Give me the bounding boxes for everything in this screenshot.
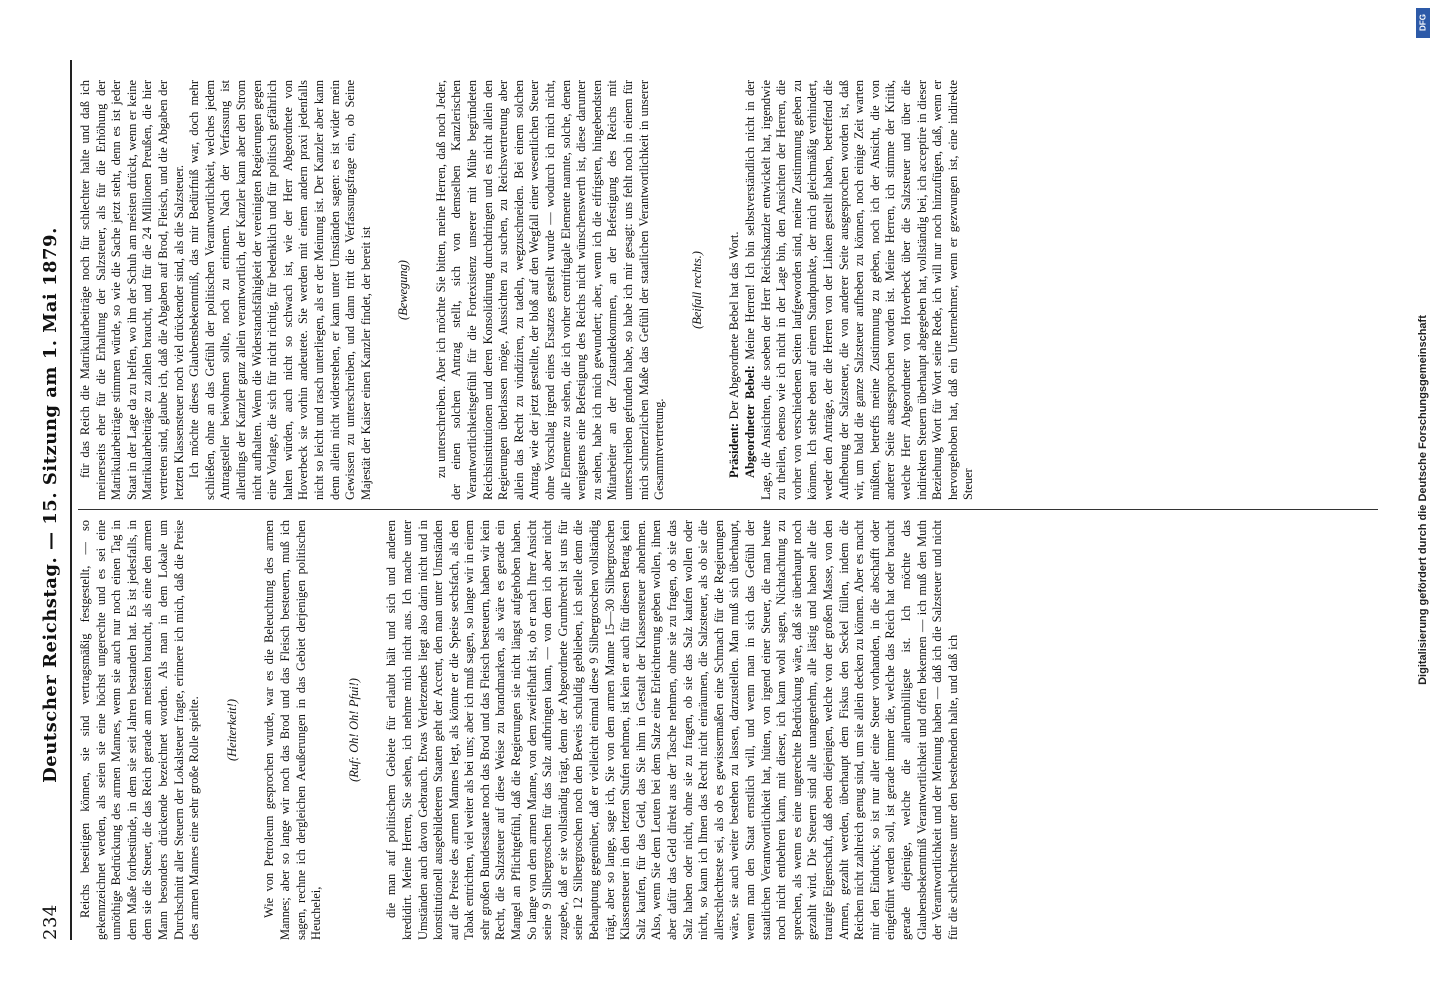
- credit-text: Digitalisierung gefördert durch die Deutsche Forschungsgemeinschaft: [1417, 315, 1429, 685]
- speaker-paragraph: [743, 80, 977, 500]
- paragraph: Wie von Petroleum gesprochen wurde, war es die Beleuchtung des armen Mannes; aber so lange wir noch das Brod und das Fleisch besteuern, muß ich sagen, rechne ich dergleichen Aeußerungen in das Gebiet derjenigen politischen Heuchelei,: [262, 520, 324, 940]
- speaker-label: Präsident:: [727, 422, 742, 478]
- paragraph: Reichs beseitigen können, sie sind vertragsmäßig festgestellt, — so gekennzeichnet werden, als seien sie eine höchst ungerechte und es sei eine unnöthige Bedrückung des armen Mannes, wenn sie auch nur noch einen Tag in dem Maße fortbestünde, in dem sie seit Jahren bestanden hat. Es ist jedesfalls, in dem sie die Steuer, die das Reich gerade am meisten braucht, als eine den armen Mann besonders drückende bezeichnet worden. Als man in dem Lokale um Durchschnitt aller Steuern der Lokalsteuer fragte, erinnere ich mich, daß die Preise des armen Mannes eine sehr große Rolle spielte.: [78, 520, 202, 940]
- page-header: [40, 70, 66, 940]
- paragraph: Ich möchte dieses Glaubensbekenntniß, das mir Bedürfniß war, doch mehr schließen, ohne an das Gefühl der politischen Verantwortlichkeit, welches jedem Antragsteller beiwohnen sollte, noch zu erinnern. Nach der Verfassung ist allerdings der Kanzler ganz allein verantwortlich, der Kanzler kann aber den Strom nicht aufhalten. Wenn die Widerstandsfähigkeit der vereinigten Regierungen gegen eine Vorlage, die sich für nicht richtig, für bedenklich und für politisch gefährlich halten würden, auch nicht so schwach ist, wie der Herr Abgeordnete von Hoverbeck sie vorhin andeutete. Sie werden mit einem andern praxi jedenfalls nicht so leicht und rasch unterliegen, als er der Meinung ist. Der Kanzler aber kann denn allein nicht widerstehen, er kann unter Umständen sagen: es ist wider mein Gewissen zu unterschreiben, und dann tritt die Verfassungsfrage ein, ob Seine Majestät der Kaiser einen Kanzler findet, der bereit ist: [187, 80, 373, 500]
- column-divider: [78, 509, 1378, 510]
- dfg-logo: [1416, 8, 1430, 38]
- paragraph: für das Reich die Matrikularbeiträge noch für schlechter halte und daß ich meinerseits eher für die Erhaltung der Salzsteuer, als für die Erhöhung der Matrikularbeiträge stimmen würde, so wie die Sache jetzt steht, denn es ist jeder Staat in der Lage da zu helfen, wo ihn der Schuh am meisten drückt, wenn er keine Matrikularbeiträge zu zahlen braucht, und für die 24 Millionen Preußen, die hier vertreten sind, glaube ich, daß die Abgaben auf Brod, Fleisch, und die Abgaben der letzten Klassensteuer noch viel drückender sind, als die Salzsteuer.: [78, 80, 186, 500]
- stage-direction: (Beifall rechts.): [689, 251, 704, 329]
- page-title: Deutscher Reichstag. — 15. Sitzung am 1. Mai 1879.: [40, 227, 61, 783]
- speech-text: Meine Herren! Ich bin selbstverständlich nicht in der Lage, die Ansichten, die soeben der Herr Reichskanzler entwickelt hat, irgendwie zu theilen, ebenso wie ich nicht in der Lage bin, den Ansichten der Herren, die vorher von verschiedenen Seiten laufgeworden sind, meine Zustimmung geben zu können. Ich stehe eben auf einem Standpunkte, der mich gleichmäßig verhindert, weder den Anträge, der die Herren von der Linken gestellt haben, betreffend die Aufhebung der Salzsteuer, die von anderer Seite ausgesprochen worden ist, daß wir, um bald die ganze Salzsteuer aufheben zu können, noch einige Zeit warten müßten, betreffs meine Zustimmung zu geben, noch ich der Ansicht, die von anderer Seite ausgesprochen worden ist. Meine Herren, ich stimme der Kritik, welche Herr Abgeordneter von Hoverbeck über die Salzsteuer und über die indirekten Steuern überhaupt abgegeben hat, vollständig bei, ich acceptire in dieser Beziehung Wort für Wort seine Rede, ich will nur noch hinzufügen, daß, wenn er hervorgehoben hat, daß ein Unternehmer, wenn er gezwungen ist, eine indirekte Steuer: [742, 79, 976, 500]
- dfg-logo-text: DFG: [1418, 14, 1428, 31]
- stage-direction: (Heiterkeit!): [224, 699, 239, 761]
- left-column: [78, 520, 1378, 940]
- paragraph: die man auf politischem Gebiete für erlaubt hält und sich und anderen kredidirt. Meine Herren, Sie sehen, ich nehme mich nicht aus. Ich mache unter Umständen auch davon Gebrauch. Etwas Verletzendes liegt also darin nicht und in konstitutionell ausgebildeteren Staaten geht der Accent, den man unter Umständen auf die Preise des armen Mannes legt, als könnte er die Speise sechsfach, als den Tabak entrichten, viel weiter als bei uns; aber ich muß sagen, so lange wir in einem sehr großen Bundesstaate noch das Brod und das Fleisch besteuern, haben wir kein Recht, die Salzsteuer auf diese Weise zu brandmarken, als wäre es gerade ein Mangel an Pflichtgefühl, daß die Regierungen sie nicht längst aufgehoben haben. So lange von dem armen Manne, von dem zweifelhaft ist, ob er nach Ihrer Ansicht seine 9 Silbergroschen für das Salz aufbringen kann, — von dem ich aber nicht zugebe, daß er sie vollständig trägt, denn der Abgeordnete Grumbrecht ist uns für seine 12 Silbergroschen noch den Beweis schuldig geblieben, ich stelle denn die Behauptung gegenüber, daß er vielleicht einmal diese 9 Silbergroschen vollständig trägt, aber so lange, sage ich, Sie von dem armen Manne 15—30 Silbergroschen Klassensteuer in den letzten Stufen nehmen, ist kein er auch für diesen Betrag kein Salz kaufen, für das Geld, das Sie ihm in Gestalt der Klassensteuer abnehmen. Also, wenn Sie dem Leuten bei dem Salze eine Erleichterung geben wollen, ihnen aber dafür das Geld direkt aus der Tasche nehmen, ohne sie zu fragen, ob sie das Salz haben oder nicht, ohne sie zu fragen, ob sie das Salz kaufen wollen oder nicht, so kann ich Ihnen das Recht nicht einräumen, die Salzsteuer, als ob sie die allerschlechteste sei, als ob es gewissermaßen eine Schmach für die Regierungen wäre, sie auch weiter bestehen zu lassen, darzustellen. Man muß sich überhaupt, wenn man den Staat ernstlich will, und wenn man in sich das Gefühl der staatlichen Verantwortlichkeit hat, hüten, von irgend einer Steuer, die man heute noch nicht entbehren kann, mit dieser, ich kann wohl sagen, Nichtachtung zu sprechen, als wenn es eine ungerechte Bedrückung wäre, daß sie überhaupt noch gezahlt wird. Die Steuern sind alle unangenehm, alle lästig und haben alle die traurige Eigenschaft, daß eben diejenigen, welche von der großen Masse, von den Armen, gezahlt werden, überhaupt dem Fiskus den Seckel füllen, indem die Reichen nicht zahlreich genug sind, um sie allein decken zu können. Aber es macht mir den Eindruck; so ist nur aller eine Steuer vorhanden, in die abschafft oder eingeführt werden soll, ist gerade immer die, welche das Reich hat oder braucht gerade diejenige, welche die allerunbilligste ist. Ich möchte das Glaubensbekenntniß Verantwortlichkeit und offen bekennen — ich muß den Muth der Verantwortlichkeit und der Meinung haben — daß ich die Salzsteuer und nicht für die schlechteste unter den bestehenden halte, und daß ich: [384, 520, 960, 940]
- stage-direction: (Ruf: Oh! Oh! Pfui!): [346, 678, 361, 782]
- right-column: [78, 80, 1378, 500]
- digitization-credit: [1414, 10, 1432, 990]
- speaker-paragraph: [727, 80, 743, 500]
- page-number: 234: [40, 904, 61, 940]
- speaker-label: Abgeordneter Bebel:: [742, 365, 757, 478]
- paragraph: zu unterschreiben. Aber ich möchte Sie bitten, meine Herren, daß noch Jeder, der einen solchen Antrag stellt, sich von demselben Kanzlerischen Verantwortlichkeitsgefühl für die Fortexistenz unserer mit Mühe begründeten Reichsinstitutionen und deren Konsolidirung durchdringen und es nicht allein den Regierungen überlassen möge, Aussichten zu suchen, zu Reichsvertretung aber allein das Recht zu vindiziren, zu tadeln, wegzuschneiden. Bei einem solchen Antrag, wie der jetzt gestellte, der bloß auf den Wegfall einer wesentlichen Steuer ohne Vorschlag irgend eines Ersatzes gestellt wurde — wodurch ich mich nicht, alle Elemente zu sehen, die ich vorher centrifugale Elemente nannte, solche, denen wenigstens eine Befestigung des Reichs nicht wünschenswerth ist, diese darunter zu sehen, habe ich mich gewundert; aber, wenn ich die eifrigsten, hingebendsten Mitarbeiter an der Zustandekommen, an der Befestigung des Reichs mit unterschreiben gefunden habe, so habe ich mir gesagt: uns fehlt noch in einem für mich schmerzlichen Maße das Gefühl der staatlichen Verantwortlichkeit in unserer Gesammtvertretung.: [433, 80, 667, 500]
- stage-direction: (Bewegung): [396, 260, 411, 320]
- speech-text: Der Abgeordnete Bebel hat das Wort.: [727, 231, 742, 420]
- header-rule: [70, 60, 72, 940]
